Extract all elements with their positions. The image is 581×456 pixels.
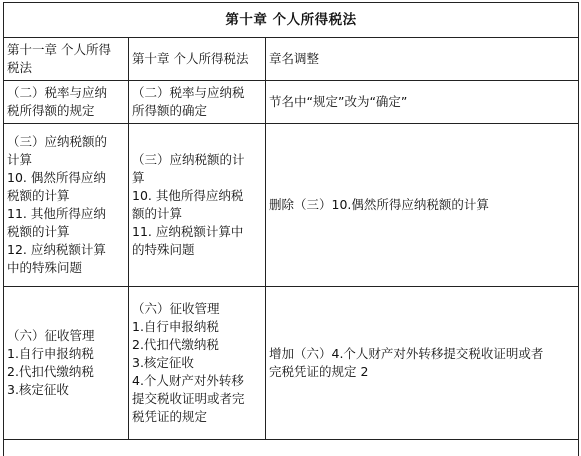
table-row	[4, 287, 579, 440]
old-line: 计算	[7, 151, 125, 169]
old-line: （二）税率与应纳	[7, 84, 125, 102]
new-line: 提交税收证明或者完	[132, 390, 262, 408]
old-line: 税额的计算	[7, 187, 125, 205]
old-line: （三）应纳税额的	[7, 133, 125, 151]
table-row	[4, 124, 579, 287]
new-line: 所得额的确定	[132, 102, 262, 120]
header-new-chapter	[129, 38, 266, 81]
new-cell	[129, 287, 266, 440]
new-line: 2.代扣代缴纳税	[132, 336, 262, 354]
tax-law-change-table	[3, 2, 579, 456]
table-tail-cell	[4, 440, 579, 456]
header-change-line: 章名调整	[269, 50, 575, 68]
table-tail-row	[4, 440, 579, 456]
old-line: 10. 偶然所得应纳	[7, 169, 125, 187]
header-old-line: 税法	[7, 59, 125, 77]
new-line: 10. 其他所得应纳税	[132, 187, 262, 205]
header-old-chapter	[4, 38, 129, 81]
change-line: 完税凭证的规定 2	[269, 363, 575, 381]
old-line: 税所得额的规定	[7, 102, 125, 120]
old-line: 中的特殊问题	[7, 259, 125, 277]
change-line: 增加（六）4.个人财产对外转移提交税收证明或者	[269, 345, 575, 363]
new-line: 额的计算	[132, 205, 262, 223]
new-line: 税凭证的规定	[132, 408, 262, 426]
old-line: 1.自行申报纳税	[7, 345, 125, 363]
old-line: 税额的计算	[7, 223, 125, 241]
header-change	[266, 38, 579, 81]
old-line: （六）征收管理	[7, 327, 125, 345]
old-line: 3.核定征收	[7, 381, 125, 399]
header-new-line: 第十章 个人所得税法	[132, 50, 262, 68]
old-cell	[4, 81, 129, 124]
header-row	[4, 38, 579, 81]
change-cell	[266, 287, 579, 440]
change-cell	[266, 124, 579, 287]
old-line: 11. 其他所得应纳	[7, 205, 125, 223]
new-line: （六）征收管理	[132, 300, 262, 318]
new-line: （三）应纳税额的计	[132, 151, 262, 169]
new-line: 的特殊问题	[132, 241, 262, 259]
new-line: 4.个人财产对外转移	[132, 372, 262, 390]
old-line: 2.代扣代缴纳税	[7, 363, 125, 381]
new-line: 3.核定征收	[132, 354, 262, 372]
title-row	[4, 3, 579, 38]
old-line: 12. 应纳税额计算	[7, 241, 125, 259]
change-line: 删除（三）10.偶然所得应纳税额的计算	[269, 196, 575, 214]
table-title: 第十章 个人所得税法	[4, 3, 579, 38]
new-line: 算	[132, 169, 262, 187]
new-line: 1.自行申报纳税	[132, 318, 262, 336]
new-line: 11. 应纳税额计算中	[132, 223, 262, 241]
old-cell	[4, 124, 129, 287]
change-line: 节名中“规定”改为“确定”	[269, 93, 575, 111]
old-cell	[4, 287, 129, 440]
new-line: （二）税率与应纳税	[132, 84, 262, 102]
header-old-line: 第十一章 个人所得	[7, 41, 125, 59]
new-cell	[129, 81, 266, 124]
new-cell	[129, 124, 266, 287]
table-row	[4, 81, 579, 124]
change-cell	[266, 81, 579, 124]
